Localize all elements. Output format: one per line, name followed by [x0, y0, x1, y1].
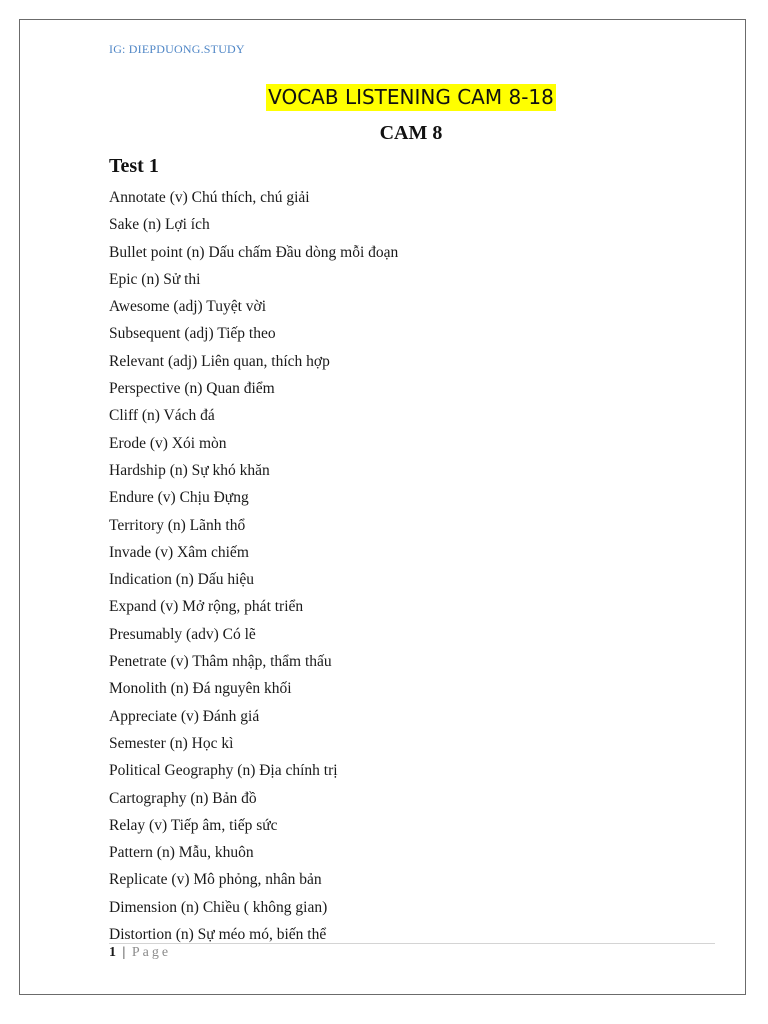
vocab-item: Cliff (n) Vách đá	[109, 407, 215, 425]
footer-rule	[109, 943, 715, 944]
vocab-item: Subsequent (adj) Tiếp theo	[109, 325, 276, 343]
vocab-item: Penetrate (v) Thâm nhập, thẩm thấu	[109, 653, 332, 671]
vocab-item: Territory (n) Lãnh thổ	[109, 516, 246, 534]
page-word: Page	[131, 945, 172, 960]
vocab-item: Monolith (n) Đá nguyên khối	[109, 680, 292, 698]
title-wrap	[0, 84, 768, 111]
vocab-item: Endure (v) Chịu Đựng	[109, 489, 249, 507]
vocab-item: Semester (n) Học kì	[109, 734, 234, 752]
vocab-item: Awesome (adj) Tuyệt vời	[109, 298, 267, 316]
vocab-item: Cartography (n) Bản đồ	[109, 789, 257, 807]
header-note: IG: DIEPDUONG.STUDY	[109, 42, 245, 56]
vocab-item: Bullet point (n) Dấu chấm Đầu dòng mỗi đoạn	[109, 243, 399, 261]
vocab-item: Sake (n) Lợi ích	[109, 216, 210, 234]
vocab-item: Hardship (n) Sự khó khăn	[109, 461, 270, 479]
vocab-item: Erode (v) Xói mòn	[109, 434, 227, 452]
vocab-item: Pattern (n) Mẫu, khuôn	[109, 844, 254, 862]
page-footer	[109, 945, 171, 961]
vocab-item: Political Geography (n) Địa chính trị	[109, 762, 338, 780]
vocab-item: Presumably (adv) Có lẽ	[109, 625, 256, 643]
vocab-item: Indication (n) Dấu hiệu	[109, 571, 255, 589]
vocab-item: Appreciate (v) Đánh giá	[109, 707, 260, 725]
footer-separator: |	[122, 945, 126, 960]
document-title: VOCAB LISTENING CAM 8-18	[268, 85, 554, 109]
vocab-item: Perspective (n) Quan điểm	[109, 380, 275, 398]
vocab-item: Relay (v) Tiếp âm, tiếp sức	[109, 816, 278, 834]
vocab-item: Replicate (v) Mô phỏng, nhân bản	[109, 871, 322, 889]
vocab-item: Epic (n) Sử thi	[109, 270, 201, 288]
vocab-item: Invade (v) Xâm chiếm	[109, 543, 249, 561]
vocab-item: Annotate (v) Chú thích, chú giải	[109, 189, 310, 206]
vocab-item: Expand (v) Mở rộng, phát triển	[109, 598, 304, 616]
page-number: 1	[109, 945, 116, 960]
vocab-item: Distortion (n) Sự méo mó, biến thể	[109, 926, 327, 944]
vocab-item: Dimension (n) Chiều ( không gian)	[109, 898, 328, 916]
vocab-list	[109, 186, 398, 950]
vocab-item: Relevant (adj) Liên quan, thích hợp	[109, 352, 330, 370]
test-heading: Test 1	[109, 155, 159, 177]
section-title: CAM 8	[379, 122, 443, 144]
